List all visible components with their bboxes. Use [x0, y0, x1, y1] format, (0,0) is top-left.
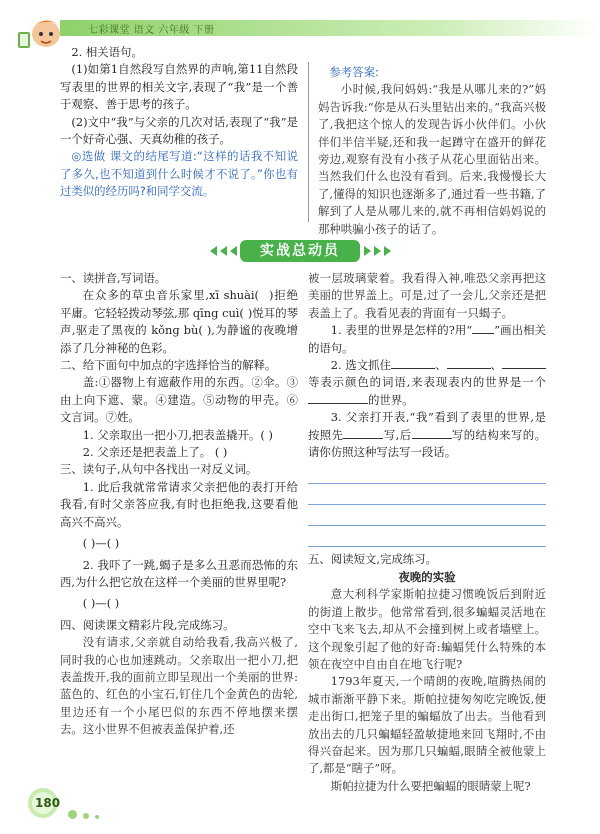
optional-task: ◎选做 课文的结尾写道:“这样的话我不知说了多久,也不知道到什么时候才不说了。”你也有过类似的经历吗?和同学交流。: [60, 149, 298, 199]
writing-lines[interactable]: [308, 467, 546, 547]
exercise-right-column: [308, 270, 546, 795]
section-4-passage: 没有请求,父亲就自动给我看,我高兴极了,同时我的心也加速跳动。父亲取出一把小刀,把表盖拨开,我的面前立即呈现出一个美丽的世界:蓝色的、红色的小宝石,钉住几个金黄色的齿轮,里边还有一个小尾巴似的东西不停地摆来摆去。这小世界不但被表盖保护着,还: [60, 635, 298, 737]
top-left-column: [60, 44, 298, 201]
writing-line[interactable]: [308, 509, 546, 526]
article-paragraph-1: 意大利科学家斯帕拉捷习惯晚饭后到附近的街道上散步。他常常看到,很多蝙蝠灵活地在空中飞来飞去,却从不会撞到树上或者墙壁上。这个现象引起了他的好奇:蝙蝠凭什么特殊的本领在夜空中自由自在地飞行呢?: [308, 587, 546, 671]
article-title: 夜晚的实验: [398, 569, 456, 584]
q2-answer-1: (1)如第1自然段写自然界的声响,第11自然段写表里的世界的相关文字,表现了“我”是一个善于观察、善于思考的孩子。: [60, 62, 298, 112]
page-header: [0, 0, 600, 50]
banner-title: 实战总动员: [240, 240, 360, 262]
section-4-passage-cont: 被一层玻璃蒙着。我看得入神,唯恐父亲再把这美丽的世界盖上。可是,过了一会儿,父亲还是把表盖上了。我看见表的背面有一只蝎子。: [308, 271, 546, 320]
reference-title: 参考答案:: [329, 65, 379, 79]
section-5-title: 五、阅读短文,完成练习。: [308, 552, 437, 567]
section-4-question-3: 3. 父亲打开表,“我”看到了表里的世界,是按照先 写,后 写的结构来写的。请你仿照这种写法写一段话。: [308, 410, 546, 460]
section-3-title: 三、读句子,从句中各找出一对反义词。: [60, 462, 258, 477]
arrow-right-icon: [374, 246, 381, 256]
writing-line[interactable]: [308, 488, 546, 505]
arrow-left-icon: [220, 246, 227, 256]
page-number: 180: [35, 796, 61, 810]
arrow-right-icon: [364, 246, 371, 256]
section-3-sentence-1: 1. 此后我就常常请求父亲把他的表打开给我看,有时父亲答应我,有时也拒绝我,这要看他高兴不高兴。: [60, 479, 298, 529]
footer-dots: [68, 804, 105, 823]
section-1-passage: 在众多的草虫音乐家里,xī shuài( )拒绝平庸。它轻轻拨动琴弦,那 qīng cuì( )悦耳的琴声,驱走了黑夜的 kǒng bù( ),为静谧的夜晚增添了几分神秘的色彩。: [60, 288, 298, 355]
section-4-title: 四、阅读课文精彩片段,完成练习。: [60, 617, 235, 632]
top-right-column: [318, 64, 546, 238]
section-3-answer-2: ( )—( ): [82, 596, 120, 611]
article-paragraph-3: 斯帕拉捷为什么要把蝙蝠的眼睛蒙上呢?: [330, 778, 531, 793]
writing-line[interactable]: [308, 467, 546, 484]
section-3-sentence-2: 2. 我吓了一跳,蝎子是多么丑恶而恐怖的东西,为什么把它放在这样一个美丽的世界里呢?: [60, 557, 298, 589]
header-text: 七彩课堂 语文 六年级 下册: [88, 25, 215, 36]
section-4-question-1: 1. 表里的世界是怎样的?用“ ”画出相关的语句。: [308, 323, 547, 355]
section-2-definitions: 盖:①器物上有遮蔽作用的东西。②伞。③由上向下遮、蒙。④建造。⑤动物的甲壳。⑥文言词。⑦姓。: [60, 375, 298, 425]
section-1-title: 一、读拼音,写词语。: [60, 271, 167, 285]
article-paragraph-2: 1793年夏天,一个晴朗的夜晚,喧腾热闹的城市渐渐平静下来。斯帕拉捷匆匆吃完晚饭,便走出街口,把笼子里的蝙蝠放了出去。当他看到放出去的几只蝙蝠轻盈敏捷地来回飞翔时,不由得兴奋起来。因为那几只蝙蝠,眼睛全被他蒙上了,都是“瞎子”呀。: [308, 674, 546, 776]
arrow-left-icon: [210, 246, 217, 256]
section-4-question-2: 2. 选文抓住 、 、等表示颜色的词语,来表现表内的世界是一个的世界。: [308, 358, 546, 407]
section-2-item-1: 1. 父亲取出一把小刀,把表盖撬开。( ): [82, 427, 273, 442]
section-2-item-2: 2. 父亲还是把表盖上了。 ( ): [82, 445, 228, 460]
exercise-left-column: [60, 270, 298, 739]
q2-answer-2: (2)文中“我”与父亲的几次对话,表现了“我”是一个好奇心强、天真幼稚的孩子。: [60, 114, 298, 147]
column-divider: [308, 62, 309, 222]
arrow-left-icon: [230, 246, 237, 256]
section-banner: [196, 238, 404, 264]
reference-answer: 小时候,我问妈妈:“我是从哪儿来的?”妈妈告诉我:“你是从石头里钻出来的。”我高兴极了,我把这个惊人的发现告诉小伙伴们。小伙伴们半信半疑,还和我一起蹲守在盛开的鲜花旁边,观察有没有小孩子从花心里面钻出来。当然我们什么也没有看到。后来,我慢慢长大了,懂得的知识也逐渐多了,通过看一些书籍,了解到了人是从哪儿来的,就不再相信妈妈说的那种哄骗小孩子的话了。: [318, 82, 546, 236]
arrow-right-icon: [384, 246, 391, 256]
q2-title: 2. 相关语句。: [71, 45, 143, 59]
writing-line[interactable]: [308, 530, 546, 547]
section-3-answer-1: ( )—( ): [82, 536, 120, 551]
section-2-title: 二、给下面句中加点的字选择恰当的解释。: [60, 358, 277, 373]
